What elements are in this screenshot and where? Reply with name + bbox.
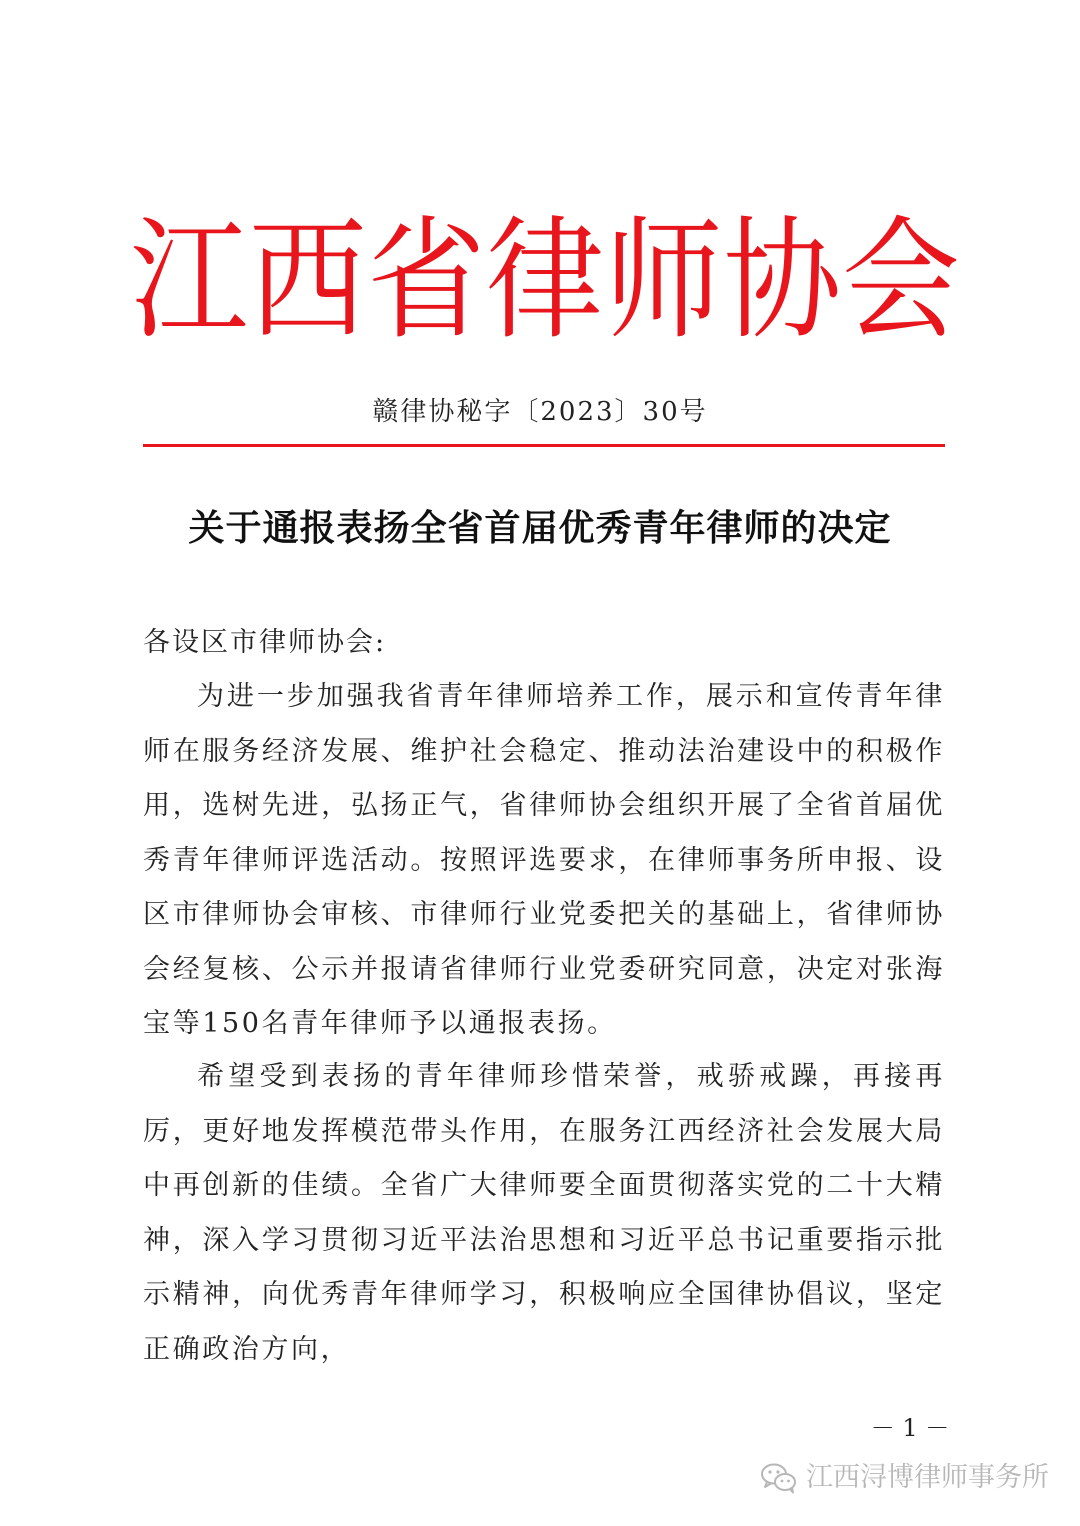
page-number: － 1 － bbox=[870, 1414, 950, 1442]
body-paragraph: 为进一步加强我省青年律师培养工作，展示和宣传青年律师在服务经济发展、维护社会稳定、推动法治建设中的积极作用，选树先进，弘扬正气，省律师协会组织开展了全省首届优秀青年律师评选活动。按照评选要求，在律师事务所申报、设区市律师协会审核、市律师行业党委把关的基础上，省律师协会经复核、公示并报请省律师行业党委研究同意，决定对张海宝等150名青年律师予以通报表扬。 bbox=[143, 681, 945, 1039]
wechat-icon bbox=[760, 1462, 798, 1494]
org-title-char: 协 bbox=[723, 202, 842, 358]
org-title-char: 律 bbox=[485, 202, 604, 358]
org-title-char: 师 bbox=[604, 202, 723, 358]
salutation: 各设区市律师协会: bbox=[143, 627, 387, 658]
body-paragraph: 希望受到表扬的青年律师珍惜荣誉，戒骄戒躁，再接再厉，更好地发挥模范带头作用，在服务江西经济社会发展大局中再创新的佳绩。全省广大律师要全面贯彻落实党的二十大精神，深入学习贯彻习近平法治思想和习近平总书记重要指示批示精神，向优秀青年律师学习，积极响应全国律协倡议，坚定正确政治方向， bbox=[143, 1061, 945, 1365]
header-divider bbox=[143, 444, 945, 447]
org-title-char: 江 bbox=[130, 202, 249, 358]
document-number: 赣律协秘字〔2023〕30号 bbox=[372, 397, 708, 427]
decision-title: 关于通报表扬全省首届优秀青年律师的决定 bbox=[188, 507, 892, 549]
wechat-watermark bbox=[760, 1456, 1049, 1500]
org-title-char: 西 bbox=[248, 202, 367, 358]
org-title-char: 省 bbox=[367, 202, 486, 358]
org-title-char: 会 bbox=[841, 202, 960, 358]
watermark-text: 江西浔博律师事务所 bbox=[806, 1462, 1049, 1493]
organization-title bbox=[130, 200, 960, 360]
